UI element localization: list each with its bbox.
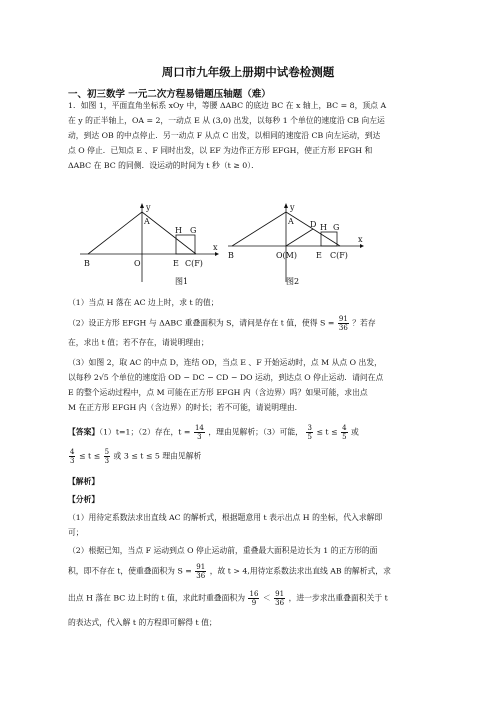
fig2-label-om: O(M) bbox=[276, 251, 297, 260]
fig1-label-e: E bbox=[173, 259, 179, 268]
analysis-label: 【解析】 bbox=[68, 477, 100, 486]
fig1-label-a: A bbox=[144, 217, 150, 226]
fraction-denominator: 5 bbox=[307, 433, 312, 441]
fraction-denominator: 3 bbox=[70, 457, 75, 465]
figure-1 bbox=[80, 202, 220, 292]
part-1: （1）当点 H 落在 AC 边上时，求 t 的值； bbox=[68, 298, 219, 307]
fraction-3-5 bbox=[306, 424, 312, 441]
fig1-label-b: B bbox=[84, 259, 90, 268]
fig1-label-o: O bbox=[134, 259, 141, 268]
fraction-4-5 bbox=[341, 424, 347, 441]
fraction-denominator: 36 bbox=[275, 599, 285, 607]
fig2-y-arrow bbox=[284, 203, 288, 208]
figure-2 bbox=[228, 202, 368, 292]
fig1-label-x: x bbox=[213, 243, 218, 252]
fig1-label-y: y bbox=[146, 203, 151, 212]
question-1-line-2: 在 y 的正半轴上，OA = 2，一动点 E 从 (3,0) 出发，以每秒 1 个单位的速度沿 CB 向左运 bbox=[68, 116, 385, 125]
fig2-label-x: x bbox=[358, 235, 363, 244]
fraction-denominator: 9 bbox=[251, 599, 257, 607]
section-heading: 一、初三数学 一元二次方程易错题压轴题（难） bbox=[68, 89, 271, 100]
analysis-2-text-c: 出点 H 落在 BC 边上时的 t 值，求此时重叠面积为 bbox=[68, 593, 245, 603]
fraction-4-3 bbox=[69, 448, 75, 465]
fig2-label-h: H bbox=[320, 223, 327, 232]
fraction-numerator: 91 bbox=[196, 563, 206, 571]
part-3-line-3: E 的整个运动过程中，点 M 可能在正方形 EFGH 内（含边界）吗？如果可能，求出点 bbox=[68, 388, 368, 397]
question-1-line-4: 点 O 停止．已知点 E 、F 同时出发，以 EF 为边作正方形 EFGH，使正方形 EFGH 和 bbox=[68, 146, 373, 155]
question-1-line-1: 1．如图 1，平面直角坐标系 xOy 中，等腰 ΔABC 的底边 BC 在 x 轴上，BC = 8，顶点 A bbox=[68, 101, 387, 110]
fig1-x-arrow bbox=[215, 252, 219, 256]
analysis-2-line-1: （2）根据已知，当点 F 运动到点 O 停止运动前，重叠最大面积是边长为 1 的正方形的面 bbox=[68, 546, 378, 555]
fig2-side-ab bbox=[232, 212, 286, 246]
fraction-numerator: 14 bbox=[194, 424, 204, 432]
fig2-segment-od bbox=[286, 229, 313, 246]
answer-text-b: ，理由见解析；（3）可能， bbox=[208, 427, 303, 437]
fig2-label-b: B bbox=[228, 251, 234, 260]
fig2-label-cf: C(F) bbox=[330, 251, 348, 260]
analysis-2-text-a: 积，即不存在 t，使重叠面积为 S = bbox=[68, 566, 192, 576]
analysis-2-line-3 bbox=[68, 590, 428, 607]
part-2-text-end: ？若存 bbox=[352, 318, 376, 328]
question-1-line-5: ΔABC 在 BC 的同侧．设运动的时间为 t 秒（t ≥ 0）． bbox=[68, 161, 259, 170]
analysis-2-text-d: ，进一步求出重叠面积关于 t bbox=[288, 593, 388, 603]
fig1-label-cf: C(F) bbox=[185, 259, 203, 268]
answer-line-1 bbox=[68, 424, 428, 441]
fraction-16-9 bbox=[248, 590, 259, 607]
fraction-denominator: 36 bbox=[338, 324, 348, 332]
fraction-numerator: 91 bbox=[338, 315, 348, 323]
fig2-x-arrow bbox=[360, 244, 364, 248]
analysis-2-line-2 bbox=[68, 563, 428, 580]
fraction-numerator: 5 bbox=[104, 448, 110, 456]
fig2-label-e: E bbox=[316, 251, 322, 260]
fraction-numerator: 3 bbox=[307, 424, 312, 432]
fig2-label-g: G bbox=[333, 223, 340, 232]
fraction-numerator: 16 bbox=[249, 590, 259, 598]
fraction-91-36 bbox=[195, 563, 206, 580]
part-2-line-2: 在，求出 t 值；若不存在，请说明理由； bbox=[68, 338, 209, 347]
answer-text-e: ≤ t ≤ bbox=[78, 451, 101, 461]
fraction-91-36 bbox=[274, 590, 285, 607]
fraction-14-3 bbox=[194, 424, 205, 441]
answer-line-2 bbox=[68, 448, 428, 465]
answer-text-c: ≤ t ≤ bbox=[316, 427, 338, 437]
fig1-label-g: G bbox=[190, 226, 197, 235]
fraction-denominator: 5 bbox=[342, 433, 347, 441]
answer-text-f: 或 3 ≤ t ≤ 5 理由见解析 bbox=[113, 451, 202, 461]
fraction-denominator: 36 bbox=[196, 572, 206, 580]
analysis-2-line-4: 的表达式，代入解 t 的方程即可解得 t 值； bbox=[68, 618, 217, 627]
analysis-2-less-than: ＜ bbox=[262, 593, 271, 603]
fig2-caption: 图2 bbox=[286, 277, 300, 286]
page-title: 周口市九年级上册期中试卷检测题 bbox=[161, 65, 335, 79]
fig2-label-d: D bbox=[310, 220, 317, 229]
part-3-line-4: M 在正方形 EFGH 内（含边界）的时长；若不可能，请说明理由． bbox=[68, 403, 303, 412]
part-3-line-1: （3）如图 2，取 AC 的中点 D，连结 OD，当点 E 、F 开始运动时，点 M 从点 O 出发， bbox=[68, 358, 382, 367]
fraction-numerator: 4 bbox=[70, 448, 75, 456]
answer-label: 【答案】 bbox=[68, 427, 100, 437]
fig1-label-h: H bbox=[175, 226, 182, 235]
fraction-numerator: 91 bbox=[275, 590, 285, 598]
answer-text-d: 或 bbox=[351, 427, 359, 437]
breakdown-label: 【分析】 bbox=[68, 495, 100, 504]
fig1-caption: 图1 bbox=[175, 277, 189, 286]
fig2-label-y: y bbox=[290, 203, 295, 212]
fig2-label-a: A bbox=[288, 217, 294, 226]
fraction-91-36 bbox=[338, 315, 349, 332]
analysis-2-text-b: ，故 t > 4,用待定系数法求出直线 AB 的解析式，求 bbox=[209, 566, 391, 576]
analysis-1-line-2: 可； bbox=[68, 528, 84, 537]
analysis-1-line-1: （1）用待定系数法求出直线 AC 的解析式，根据题意用 t 表示出点 H 的坐标，代入求解即 bbox=[68, 513, 383, 522]
fig1-y-arrow bbox=[140, 203, 144, 208]
fraction-numerator: 4 bbox=[342, 424, 347, 432]
fig1-side-ab bbox=[88, 212, 142, 254]
part-2-text: （2）设正方形 EFGH 与 ΔABC 重叠面积为 S，请问是存在 t 值，使得 S = bbox=[68, 318, 335, 328]
part-3-line-2: 以每秒 2√5 个单位的速度沿 OD − DC − CD − DO 运动，到达点 O 停止运动．请问在点 bbox=[68, 373, 384, 382]
fig1-side-ac bbox=[142, 212, 196, 254]
part-2-line-1 bbox=[68, 315, 428, 332]
fraction-5-3 bbox=[104, 448, 110, 465]
question-1-line-3: 动，到达 OB 的中点停止．另一动点 F 从点 C 出发，以相同的速度沿 CB 向左运动，到达 bbox=[68, 131, 381, 140]
fraction-denominator: 3 bbox=[104, 457, 110, 465]
fraction-denominator: 3 bbox=[197, 433, 202, 441]
answer-text-a: （1）t=1；（2）存在，t = bbox=[99, 427, 191, 437]
